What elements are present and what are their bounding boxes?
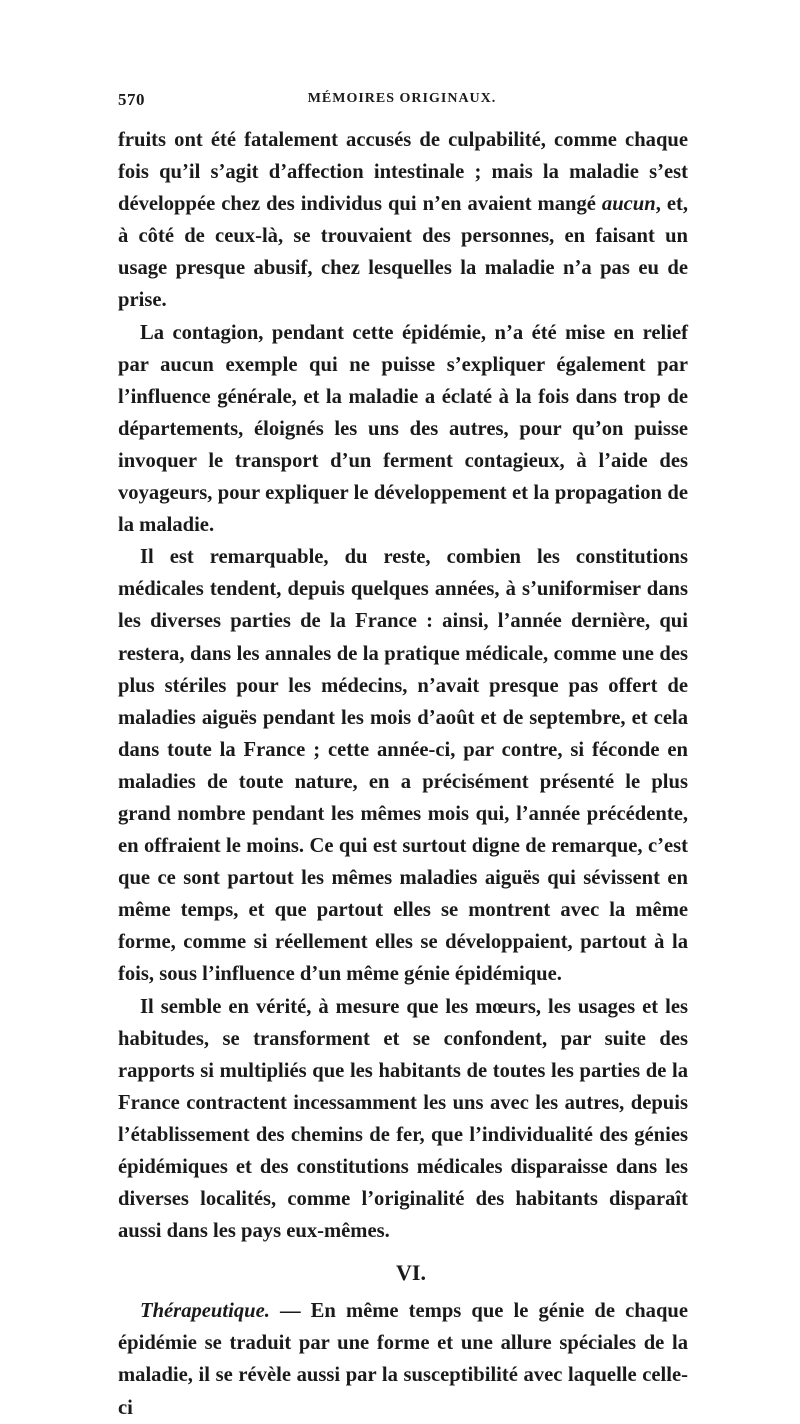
- closing-paragraph: [118, 1295, 688, 1423]
- section-heading: VI.: [396, 1260, 426, 1286]
- paragraph-1-emphasis: aucun: [601, 193, 656, 216]
- body-text: [118, 124, 688, 1424]
- paragraph-1: [118, 124, 688, 317]
- closing-paragraph-text: En même temps que le génie de chaque épidémie se traduit par une forme et une allure spéciales de la maladie, il se révèle aussi par la susceptibilité avec laquelle celle-ci: [118, 1300, 689, 1419]
- running-title: MÉMOIRES ORIGINAUX.: [307, 91, 497, 106]
- paragraph-2: La contagion, pendant cette épidémie, n’a été mise en relief par aucun exemple qui ne puisse s’expliquer également par l’influence générale, et la maladie a éclaté à la fois dans trop de départements, éloignés les uns des autres, pour qu’on puisse invoquer le transport d’un ferment contagieux, à l’aide des voyageurs, pour expliquer le développement et la propagation de la maladie.: [118, 321, 688, 537]
- page-header: [118, 90, 686, 120]
- paragraph-3: Il est remarquable, du reste, combien les constitutions médicales tendent, depuis quelques années, à s’uniformiser dans les diverses parties de la France : ainsi, l’année dernière, qui restera, dans les annales de la pratique médicale, comme une des plus stériles pour les médecins, n’avait presque pas offert de maladies aiguës pendant les mois d’août et de septembre, et cela dans toute la France ; cette année-ci, par contre, si féconde en maladies de toute nature, en a précisément présenté le plus grand nombre pendant les mêmes mois qui, l’année précédente, en offraient le moins. Ce qui est surtout digne de remarque, c’est que ce sont partout les mêmes maladies aiguës qui sévissent en même temps, et que partout elles se montrent avec la même forme, comme si réellement elles se développaient, partout à la fois, sous l’influence d’un même génie épidémique.: [118, 546, 688, 986]
- closing-paragraph-lead: Thérapeutique.: [140, 1300, 270, 1323]
- page-number: 570: [118, 90, 145, 109]
- paragraph-4: Il semble en vérité, à mesure que les mœurs, les usages et les habitudes, se transforment et se confondent, par suite des rapports si multipliés que les habitants de toutes les parties de la France contractent incessamment les uns avec les autres, depuis l’établissement des chemins de fer, que l’individualité des génies épidémiques et des constitutions médicales disparaisse dans les diverses localités, comme l’originalité des habitants disparaît aussi dans les pays eux-mêmes.: [118, 995, 688, 1243]
- paragraph-1-text: fruits ont été fatalement accusés de culpabilité, comme chaque fois qu’il s’agit d’affection intestinale ; mais la maladie s’est développée chez des individus qui n’en avaient mangé: [118, 129, 688, 216]
- paragraph-1-text-after: , et, à côté de ceux-là, se trouvaient des personnes, en faisant un usage presque abusif, chez lesquelles la maladie n’a pas eu de prise.: [118, 193, 688, 312]
- closing-paragraph-dash: —: [269, 1300, 311, 1323]
